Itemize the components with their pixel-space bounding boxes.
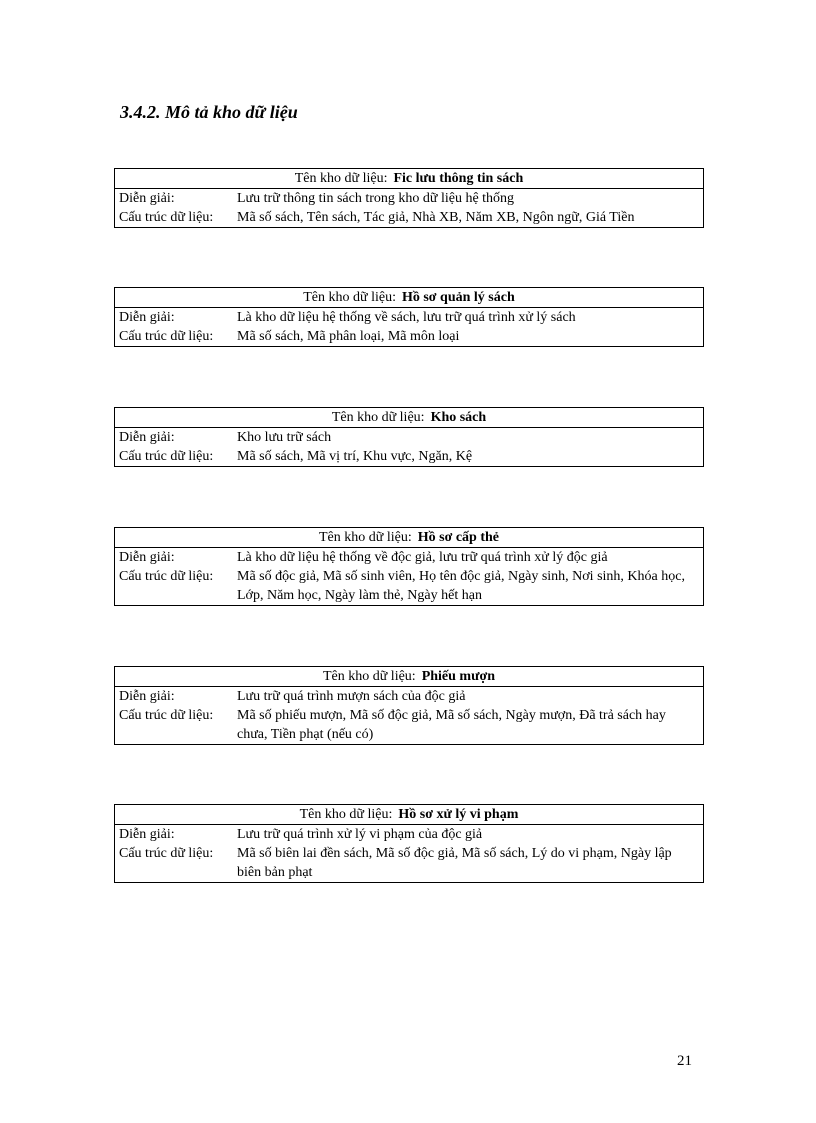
structure-row	[115, 706, 703, 744]
store-title-row	[115, 408, 703, 428]
structure-value: Mã số sách, Mã vị trí, Khu vực, Ngăn, Kệ	[237, 449, 473, 464]
description-row	[115, 687, 703, 706]
description-row	[115, 548, 703, 567]
store-title-row	[115, 528, 703, 548]
data-store-table	[114, 407, 704, 467]
description-label: Diễn giải:	[119, 827, 175, 842]
structure-label: Cấu trúc dữ liệu:	[119, 569, 214, 584]
store-name-label: Tên kho dữ liệu:	[303, 290, 396, 305]
store-name: Kho sách	[430, 410, 487, 425]
description-row	[115, 825, 703, 844]
description-value: Lưu trữ quá trình mượn sách của độc giả	[237, 689, 466, 704]
structure-label: Cấu trúc dữ liệu:	[119, 708, 214, 723]
structure-label: Cấu trúc dữ liệu:	[119, 210, 214, 225]
structure-value: Mã số độc giả, Mã số sinh viên, Họ tên độc giả, Ngày sinh, Nơi sinh, Khóa học, Lớp, Năm học, Ngày làm thẻ, Ngày hết hạn	[237, 569, 685, 603]
structure-row	[115, 208, 703, 227]
store-name: Hồ sơ xử lý vi phạm	[398, 807, 519, 822]
store-title-row	[115, 805, 703, 825]
structure-label: Cấu trúc dữ liệu:	[119, 329, 214, 344]
description-label: Diễn giải:	[119, 430, 175, 445]
structure-row	[115, 567, 703, 605]
store-name-label: Tên kho dữ liệu:	[318, 530, 412, 545]
structure-row	[115, 327, 703, 346]
description-value: Kho lưu trữ sách	[237, 430, 332, 445]
data-store-table	[114, 287, 704, 347]
store-title-row	[115, 667, 703, 687]
description-row	[115, 428, 703, 447]
store-title-row	[115, 169, 703, 189]
description-value: Lưu trữ quá trình xử lý vi phạm của độc giả	[237, 827, 483, 842]
description-value: Là kho dữ liệu hệ thống về sách, lưu trữ quá trình xử lý sách	[237, 310, 576, 325]
data-store-table	[114, 168, 704, 228]
store-name: Hồ sơ cấp thẻ	[417, 530, 499, 545]
data-store-table	[114, 804, 704, 883]
data-store-table	[114, 527, 704, 606]
store-name-label: Tên kho dữ liệu:	[294, 171, 388, 186]
description-label: Diễn giải:	[119, 191, 175, 206]
description-label: Diễn giải:	[119, 310, 175, 325]
store-name: Hồ sơ quản lý sách	[401, 290, 515, 305]
structure-row	[115, 844, 703, 882]
store-name-label: Tên kho dữ liệu:	[299, 807, 393, 822]
structure-value: Mã số sách, Mã phân loại, Mã môn loại	[237, 329, 460, 344]
structure-row	[115, 447, 703, 466]
description-label: Diễn giải:	[119, 550, 175, 565]
store-title-row	[115, 288, 703, 308]
store-name-label: Tên kho dữ liệu:	[322, 669, 416, 684]
description-row	[115, 308, 703, 327]
description-value: Lưu trữ thông tin sách trong kho dữ liệu hệ thống	[237, 191, 515, 206]
description-value: Là kho dữ liệu hệ thống về độc giả, lưu trữ quá trình xử lý độc giả	[237, 550, 608, 565]
store-name: Fic lưu thông tin sách	[393, 171, 524, 186]
section-heading: 3.4.2. Mô tả kho dữ liệu	[120, 102, 298, 122]
data-store-table	[114, 666, 704, 745]
store-name-label: Tên kho dữ liệu:	[331, 410, 425, 425]
store-name: Phiếu mượn	[421, 669, 496, 684]
structure-value: Mã số phiếu mượn, Mã số độc giả, Mã số sách, Ngày mượn, Đã trả sách hay chưa, Tiền phạt (nếu có)	[237, 708, 666, 742]
description-row	[115, 189, 703, 208]
structure-label: Cấu trúc dữ liệu:	[119, 846, 214, 861]
page-number: 21	[677, 1053, 692, 1069]
structure-value: Mã số sách, Tên sách, Tác giả, Nhà XB, Năm XB, Ngôn ngữ, Giá Tiền	[237, 210, 635, 225]
structure-value: Mã số biên lai đền sách, Mã số độc giả, Mã số sách, Lý do vi phạm, Ngày lập biên bản phạt	[237, 846, 672, 880]
structure-label: Cấu trúc dữ liệu:	[119, 449, 214, 464]
description-label: Diễn giải:	[119, 689, 175, 704]
